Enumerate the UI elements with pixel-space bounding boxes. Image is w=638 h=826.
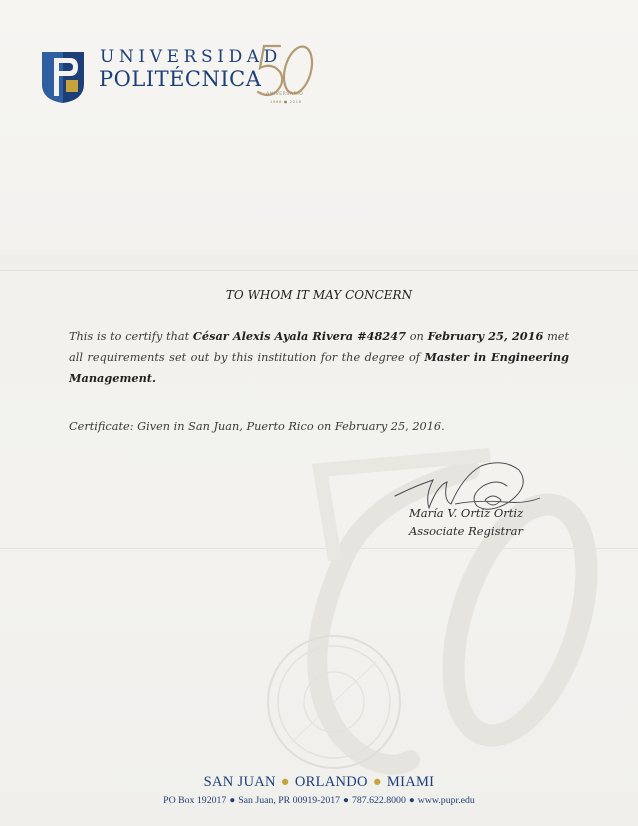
letter-heading: TO WHOM IT MAY CONCERN <box>225 288 413 302</box>
university-name-line1: UNIVERSIDAD <box>100 47 282 67</box>
university-shield-logo <box>40 50 86 104</box>
website-link[interactable]: www.pupr.edu <box>417 795 475 806</box>
anniversary-years: 1966 ● 2016 <box>270 99 302 104</box>
degree-name: Master in Engineering Management. <box>69 350 570 385</box>
footer-campuses: SAN JUAN ● ORLANDO ● MIAMI <box>203 774 435 790</box>
university-name-line2: POLITÉCNICA <box>99 67 262 91</box>
completion-date: February 25, 2016 <box>427 329 544 343</box>
signatory-title: Associate Registrar <box>409 524 523 538</box>
anniversary-label: ANIVERSARIO <box>266 92 304 97</box>
paper-fold <box>0 270 638 271</box>
embossed-official-seal <box>264 632 404 772</box>
signatory-name: María V. Ortiz Ortiz <box>409 506 524 520</box>
student-name: César Alexis Ayala Rivera #48247 <box>192 329 406 343</box>
paper-fold <box>0 548 638 549</box>
certificate-line: Certificate: Given in San Juan, Puerto Rico on February 25, 2016. <box>69 420 445 433</box>
footer-contact: PO Box 192017 ● San Juan, PR 00919-2017 ● 787.622.8000 ● www.pupr.edu <box>163 795 475 806</box>
certification-paragraph: This is to certify that César Alexis Ayala Rivera #48247 on February 25, 2016 met all requirements set out by this institution for the degree of Master in Engineering Management. <box>69 329 570 385</box>
